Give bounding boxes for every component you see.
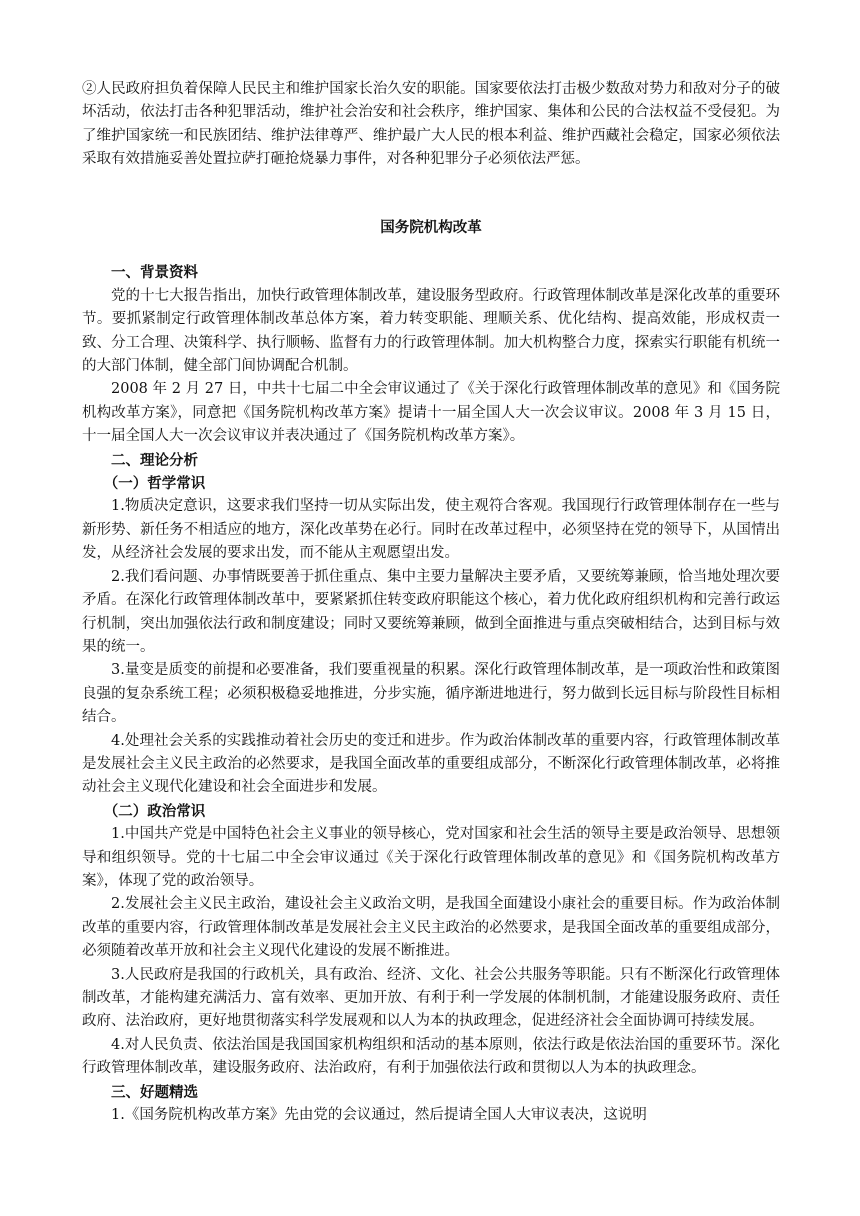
paragraph: 4.对人民负责、依法治国是我国国家机构组织和活动的基本原则，依法行政是依法治国的重要环节。深化行政管理体制改革，建设服务政府、法治政府，有利于加强依法行政和贯彻以人为本的执政理念。 — [82, 1036, 780, 1077]
question-item: 1.《国务院机构改革方案》先由党的会议通过，然后提请全国人大审议表决，这说明 — [111, 1107, 647, 1124]
paragraph: 2008 年 2 月 27 日，中共十七届二中全会审议通过了《关于深化行政管理体制改革的意见》和《国务院机构改革方案》，同意把《国务院机构改革方案》提请十一届全国人大一次会议审议。2008 年 3 月 15 日，十一届全国人大一次会议审议并表决通过了《国务院机构改革方案》。 — [82, 381, 780, 445]
paragraph: 1.物质决定意识，这要求我们坚持一切从实际出发，使主观符合客观。我国现行行政管理体制存在一些与新形势、新任务不相适应的地方，深化改革势在必行。同时在改革过程中，必须坚持在党的领导下，从国情出发，从经济社会发展的要求出发，而不能从主观愿望出发。 — [82, 498, 780, 562]
paragraph: 2.发展社会主义民主政治，建设社会主义政治文明，是我国全面建设小康社会的重要目标。作为政治体制改革的重要内容，行政管理体制改革是发展社会主义民主政治的必然要求，是我国全面改革的重要组成部分，必须随着改革开放和社会主义现代化建设的发展不断推进。 — [82, 896, 780, 960]
intro-paragraph: ②人民政府担负着保障人民民主和维护国家长治久安的职能。国家要依法打击极少数敌对势力和敌对分子的破坏活动，依法打击各种犯罪活动，维护社会治安和社会秩序，维护国家、集体和公民的合法权益不受侵犯。为了维护国家统一和民族团结、维护法律尊严、维护最广大人民的根本利益、维护西藏社会稳定，国家必须依法采取有效措施妥善处置拉萨打砸抢烧暴力事件，对各种犯罪分子必须依法严惩。 — [82, 81, 780, 168]
paragraph: 2.我们看问题、办事情既要善于抓住重点、集中主要力量解决主要矛盾，又要统筹兼顾，恰当地处理次要矛盾。在深化行政管理体制改革中，要紧紧抓住转变政府职能这个核心，着力优化政府组织机构和完善行政运行机制，突出加强依法行政和制度建设；同时又要统筹兼顾，做到全面推进与重点突破相结合，达到目标与效果的统一。 — [82, 568, 780, 655]
paragraph: 4.处理社会关系的实践推动着社会历史的变迁和进步。作为政治体制改革的重要内容，行政管理体制改革是发展社会主义民主政治的必然要求，是我国全面改革的重要组成部分，不断深化行政管理体制改革，必将推动社会主义现代化建设和社会全面进步和发展。 — [82, 732, 780, 796]
section-heading-analysis: 二、理论分析 — [111, 451, 198, 469]
intro-section — [82, 78, 780, 172]
paragraph: 3.量变是质变的前提和必要准备，我们要重视量的积累。深化行政管理体制改革，是一项政治性和政策图良强的复杂系统工程；必须积极稳妥地推进，分步实施，循序渐进地进行，努力做到长远目标与阶段性目标相结合。 — [82, 662, 780, 726]
subsection-heading-philosophy: （一）哲学常识 — [103, 475, 206, 493]
paragraph: 1.中国共产党是中国特色社会主义事业的领导核心，党对国家和社会生活的领导主要是政治领导、思想领导和组织领导。党的十七届二中全会审议通过《关于深化行政管理体制改革的意见》和《国务院机构改革方案》，体现了党的政治领导。 — [82, 826, 780, 889]
section-heading-background: 一、背景资料 — [111, 264, 198, 282]
section-heading-questions: 三、好题精选 — [111, 1083, 198, 1101]
paragraph: 党的十七大报告指出，加快行政管理体制改革，建设服务型政府。行政管理体制改革是深化改革的重要环节。要抓紧制定行政管理体制改革总体方案，着力转变职能、理顺关系、优化结构、提高效能，形成权责一致、分工合理、决策科学、执行顺畅、监督有力的行政管理体制。加大机构整合力度，探索实行职能有机统一的大部门体制，健全部门间协调配合机制。 — [82, 287, 780, 375]
article-title: 国务院机构改革 — [380, 219, 482, 236]
paragraph: 3.人民政府是我国的行政机关，具有政治、经济、文化、社会公共服务等职能。只有不断深化行政管理体制改革，才能构建充满活力、富有效率、更加开放、有利于利一学发展的体制机制，才能建设服务政府、责任政府、法治政府，更好地贯彻落实科学发展观和以人为本的执政理念，促进经济社会全面协调可持续发展。 — [82, 966, 780, 1030]
subsection-heading-politics: （二）政治常识 — [103, 802, 206, 820]
article — [82, 216, 780, 1127]
